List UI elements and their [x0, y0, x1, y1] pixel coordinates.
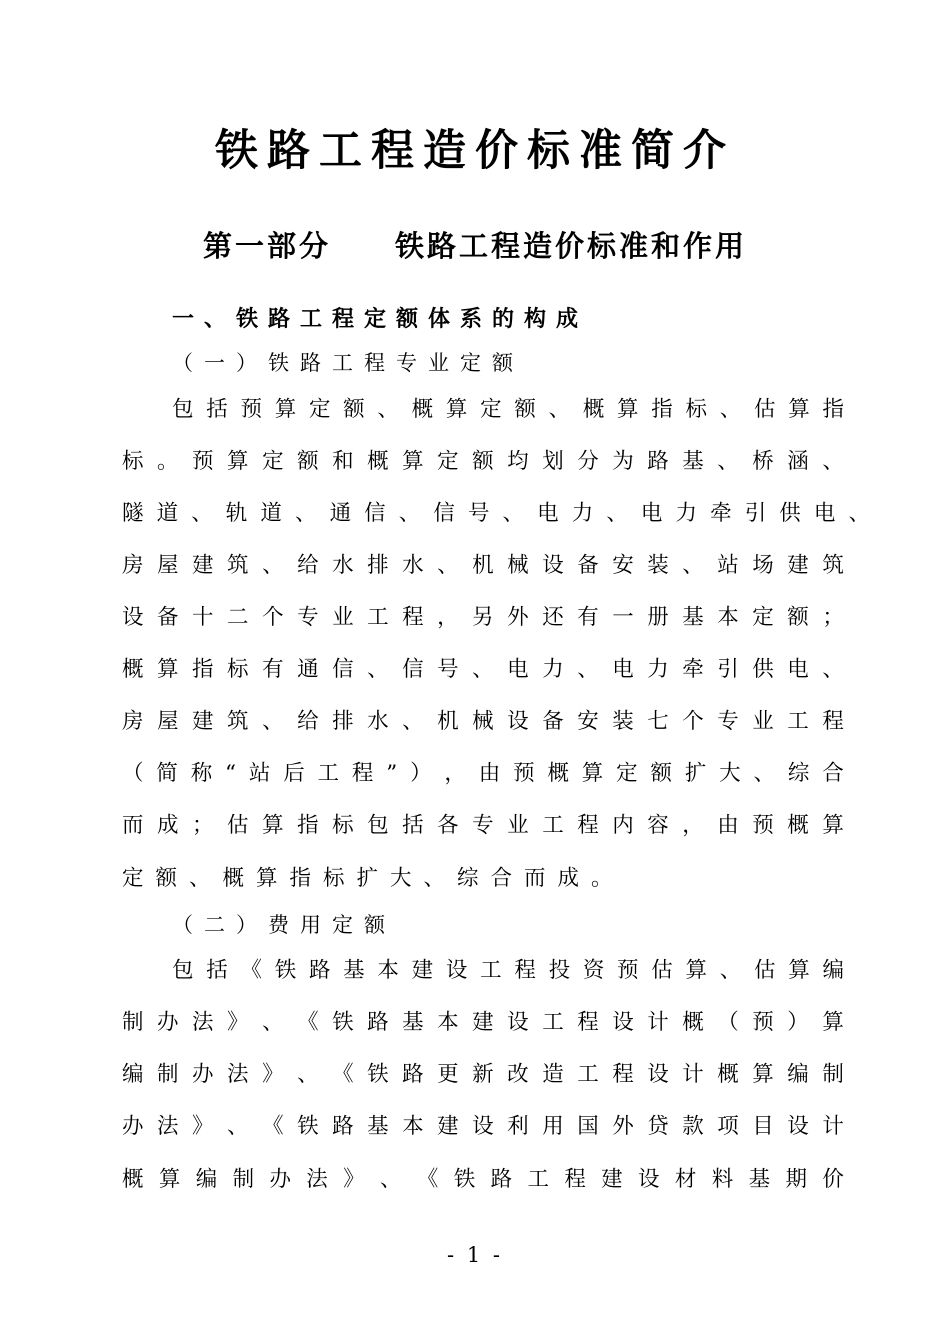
paragraph-line: 办 法 》 、 《 铁 路 基 本 建 设 利 用 国 外 贷 款 项 目 设 计: [122, 1114, 844, 1139]
paragraph-line: 设 备 十 二 个 专 业 工 程 ， 另 外 还 有 一 册 基 本 定 额 ；: [122, 605, 844, 630]
subsection-heading-1: （一）铁路工程专业定额: [172, 351, 524, 375]
paragraph-line: 定额、概算指标扩大、综合而成。: [122, 866, 625, 891]
paragraph-line: （ 简 称 “ 站 后 工 程 ” ） ， 由 预 概 算 定 额 扩 大 、 综 合: [122, 761, 844, 786]
paragraph-line: 概 算 编 制 办 法 》 、 《 铁 路 工 程 建 设 材 料 基 期 价: [122, 1167, 844, 1192]
paragraph-line: 房 屋 建 筑 、 给 排 水 、 机 械 设 备 安 装 七 个 专 业 工 程: [122, 709, 844, 734]
paragraph-line: 概 算 指 标 有 通 信 、 信 号 、 电 力 、 电 力 牵 引 供 电 、: [122, 657, 844, 682]
section-heading: 一、铁路工程定额体系的构成: [172, 306, 589, 332]
paragraph-line: 标 。 预 算 定 额 和 概 算 定 额 均 划 分 为 路 基 、 桥 涵 、: [122, 449, 844, 474]
paragraph-line: 房 屋 建 筑 、 给 水 排 水 、 机 械 设 备 安 装 、 站 场 建 筑: [122, 553, 844, 578]
paragraph-line: 包 括 预 算 定 额 、 概 算 定 额 、 概 算 指 标 、 估 算 指: [172, 397, 844, 422]
part-title: 第一部分 铁路工程造价标准和作用: [202, 229, 747, 263]
subsection-heading-2: （二）费用定额: [172, 913, 396, 937]
paragraph-line: 编 制 办 法 》 、 《 铁 路 更 新 改 造 工 程 设 计 概 算 编 制: [122, 1062, 844, 1087]
paragraph-line: 包 括 《 铁 路 基 本 建 设 工 程 投 资 预 估 算 、 估 算 编: [172, 958, 844, 983]
page-number: - 1 -: [447, 1243, 503, 1267]
paragraph-line: 而 成 ； 估 算 指 标 包 括 各 专 业 工 程 内 容 ， 由 预 概 算: [122, 813, 844, 838]
paragraph-line: 制 办 法 》 、 《 铁 路 基 本 建 设 工 程 设 计 概 （ 预 ） 算: [122, 1010, 844, 1035]
paragraph-line: 隧 道 、 轨 道 、 通 信 、 信 号 、 电 力 、 电 力 牵 引 供 电 、: [122, 501, 870, 526]
document-title: 铁路工程造价标准简介: [215, 126, 735, 176]
